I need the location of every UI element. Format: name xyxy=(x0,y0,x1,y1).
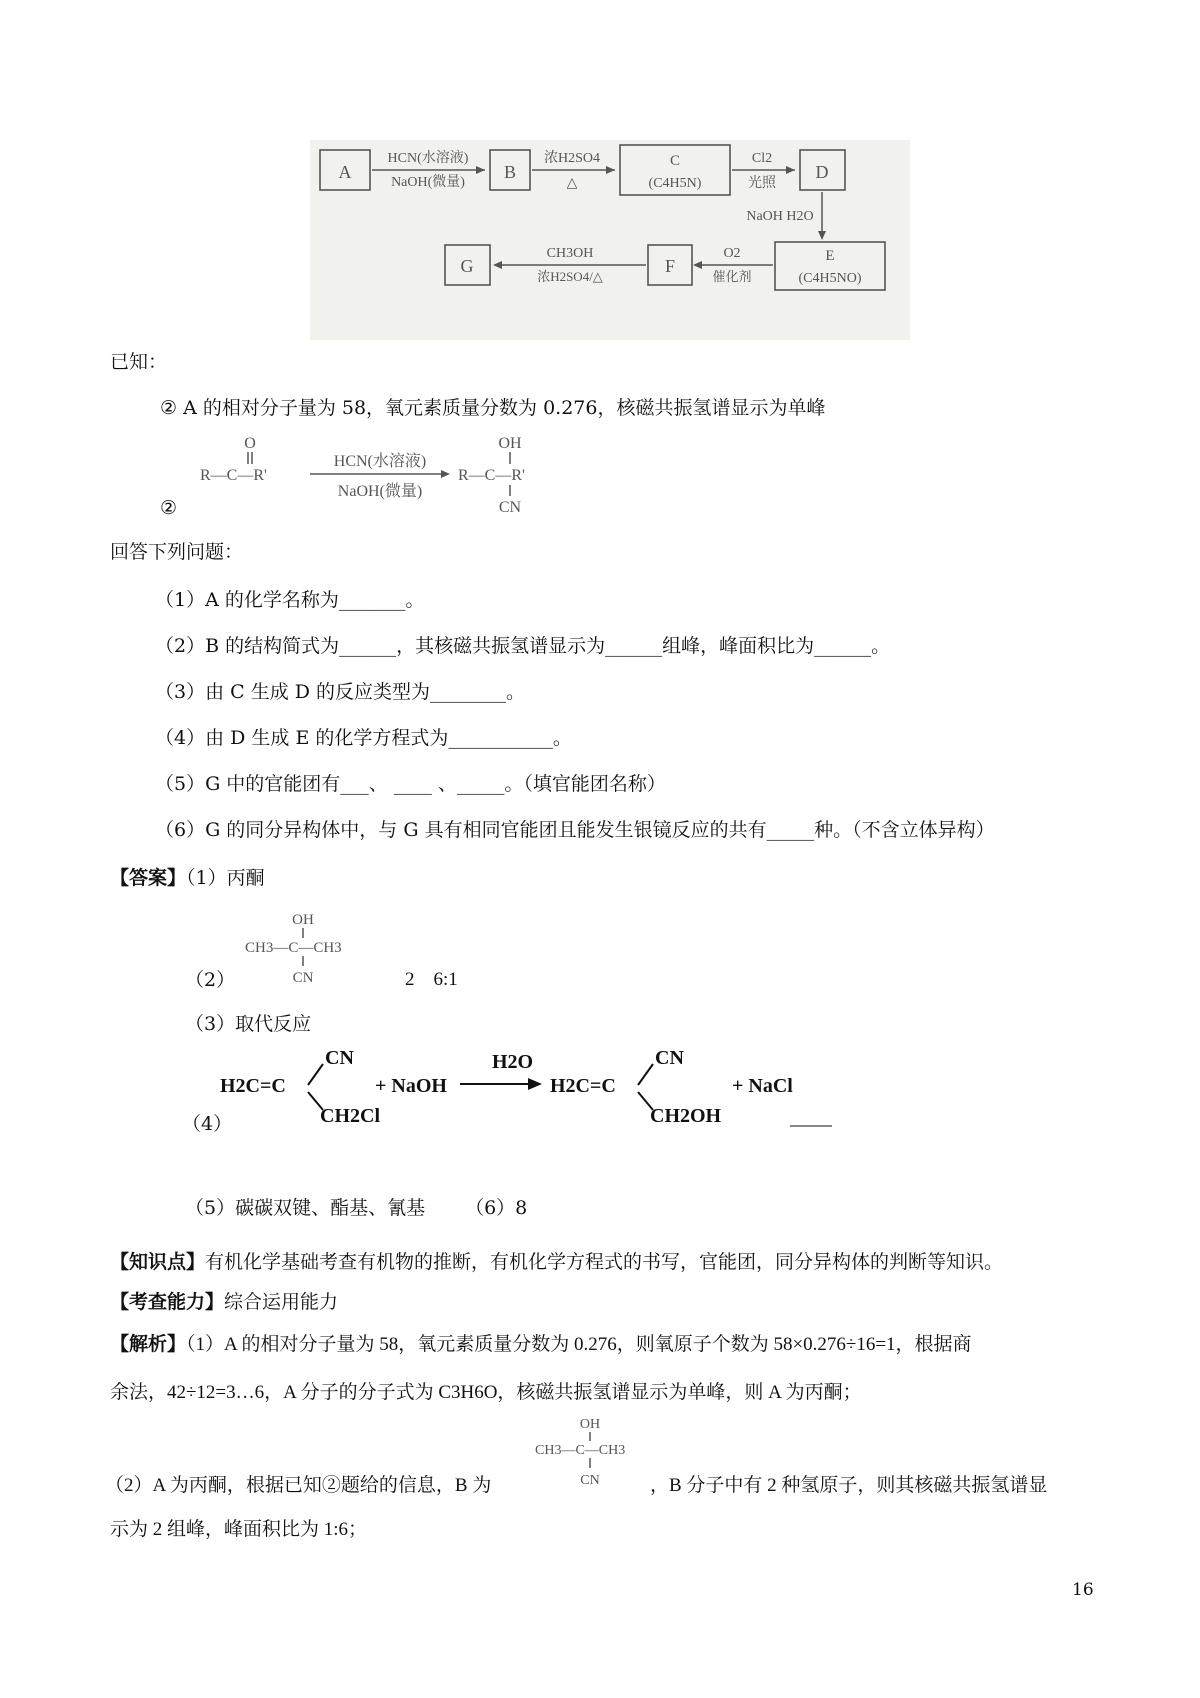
question-1: （1）A 的化学名称为_______。 xyxy=(155,589,425,611)
answer-block xyxy=(110,866,265,890)
question-6: （6）G 的同分异构体中，与 G 具有相同官能团且能发生银镜反应的共有_____种。（不含立体异构） xyxy=(155,819,995,841)
answer-4-equation xyxy=(220,1040,840,1130)
svg-text:CH2OH: CH2OH xyxy=(650,1105,722,1127)
svg-text:R—C—R': R—C—R' xyxy=(200,467,267,484)
svg-text:催化剂: 催化剂 xyxy=(712,269,752,284)
analysis-label: 【解析】 xyxy=(110,1333,187,1355)
flow-box-c: C xyxy=(669,153,681,169)
knowledge-point xyxy=(110,1250,1003,1274)
svg-text:(C4H5N): (C4H5N) xyxy=(648,176,702,191)
svg-text:浓H2SO4: 浓H2SO4 xyxy=(543,151,601,166)
question-5: （5）G 中的官能团有___、 ____ 、_____。（填官能团名称） xyxy=(155,773,666,795)
svg-text:O2: O2 xyxy=(723,246,741,261)
known-item-2-marker: ② xyxy=(160,497,178,519)
analysis-line-3-prefix: （2）A 为丙酮，根据已知②题给的信息，B 为 xyxy=(105,1475,492,1496)
flow-box-b: B xyxy=(503,162,517,182)
flow-box-a: A xyxy=(338,162,352,182)
analysis-line-3-suffix: ，B 分子中有 2 种氢原子，则其核磁共振氢谱显 xyxy=(650,1475,1048,1496)
svg-text:CN: CN xyxy=(292,970,314,986)
svg-text:HCN(水溶液): HCN(水溶液) xyxy=(333,453,427,470)
svg-text:R—C—R': R—C—R' xyxy=(458,467,525,484)
reaction-flowchart xyxy=(310,140,910,340)
svg-text:NaOH(微量): NaOH(微量) xyxy=(337,483,423,500)
answer-4-prefix: （4） xyxy=(182,1113,233,1135)
answer-1: （1）丙酮 xyxy=(186,867,265,889)
ability-text: 综合运用能力 xyxy=(224,1291,339,1313)
svg-text:CN: CN xyxy=(655,1047,684,1069)
answer-5: （5）碳碳双键、酯基、氰基 xyxy=(185,1197,426,1219)
ability-label: 【考查能力】 xyxy=(110,1291,225,1313)
svg-text:光照: 光照 xyxy=(748,176,776,191)
svg-text:CH3OH: CH3OH xyxy=(546,246,594,261)
flow-box-g: G xyxy=(460,256,474,276)
answer-label: 【答案】 xyxy=(110,867,187,889)
answer-2-values: 2 6:1 xyxy=(405,969,458,990)
svg-text:OH: OH xyxy=(579,1417,601,1432)
svg-text:NaOH(微量): NaOH(微量) xyxy=(391,175,465,190)
flow-box-e: E xyxy=(825,248,835,264)
answer-3: （3）取代反应 xyxy=(185,1013,312,1035)
question-2: （2）B 的结构简式为______，其核磁共振氢谱显示为______组峰，峰面积比为______。 xyxy=(155,635,891,657)
questions-title: 回答下列问题： xyxy=(110,541,244,563)
svg-text:CH2Cl: CH2Cl xyxy=(320,1105,380,1127)
answer-6: （6）8 xyxy=(465,1197,528,1219)
analysis-line-4: 示为 2 组峰，峰面积比为 1:6； xyxy=(110,1519,368,1540)
analysis-b-structure xyxy=(535,1412,655,1490)
known-item-1: ② A 的相对分子量为 58，氧元素质量分数为 0.276，核磁共振氢谱显示为单峰 xyxy=(160,397,826,419)
svg-text:CN: CN xyxy=(325,1047,354,1069)
question-4: （4）由 D 生成 E 的化学方程式为___________。 xyxy=(155,727,572,749)
answer-5-6 xyxy=(185,1196,527,1220)
svg-text:HCN(水溶液): HCN(水溶液) xyxy=(387,151,469,166)
flow-box-d: D xyxy=(815,162,829,182)
svg-text:OH: OH xyxy=(498,435,522,452)
svg-text:H2C=C: H2C=C xyxy=(220,1075,286,1097)
answer-2-prefix: （2） xyxy=(185,969,236,991)
svg-text:(C4H5NO): (C4H5NO) xyxy=(798,271,862,286)
analysis-line-2: 余法，42÷12=3…6，A 分子的分子式为 C3H6O，核磁共振氢谱显示为单峰，则 A 为丙酮； xyxy=(110,1382,862,1403)
flow-box-f: F xyxy=(664,256,676,276)
page-number: 16 xyxy=(1072,1580,1094,1600)
svg-text:+ NaOH: + NaOH xyxy=(375,1075,447,1097)
svg-text:浓H2SO4/△: 浓H2SO4/△ xyxy=(537,269,603,284)
svg-text:NaOH H2O: NaOH H2O xyxy=(746,209,814,224)
ability xyxy=(110,1290,338,1314)
svg-text:CH3—C—CH3: CH3—C—CH3 xyxy=(535,1443,626,1458)
svg-text:CN: CN xyxy=(580,1473,600,1488)
svg-text:Cl2: Cl2 xyxy=(751,151,773,166)
svg-text:CN: CN xyxy=(498,499,522,516)
svg-text:O: O xyxy=(244,435,256,452)
svg-text:H2C=C: H2C=C xyxy=(550,1075,616,1097)
known-reaction-2 xyxy=(200,428,580,518)
svg-text:△: △ xyxy=(566,176,578,191)
knowledge-label: 【知识点】 xyxy=(110,1251,206,1273)
analysis-line-1: 【解析】（1）A 的相对分子量为 58，氧元素质量分数为 0.276，则氧原子个数为 58×0.276÷16=1，根据商 xyxy=(110,1333,972,1355)
question-3: （3）由 C 生成 D 的反应类型为________。 xyxy=(155,681,526,703)
answer-2-structure xyxy=(245,908,385,988)
svg-text:H2O: H2O xyxy=(492,1051,534,1073)
knowledge-text: 有机化学基础考查有机物的推断，有机化学方程式的书写，官能团，同分异构体的判断等知识。 xyxy=(205,1251,1004,1273)
svg-text:OH: OH xyxy=(292,912,314,928)
known-title: 已知： xyxy=(110,351,168,373)
svg-text:CH3—C—CH3: CH3—C—CH3 xyxy=(245,940,342,956)
svg-text:+ NaCl: + NaCl xyxy=(732,1075,793,1097)
